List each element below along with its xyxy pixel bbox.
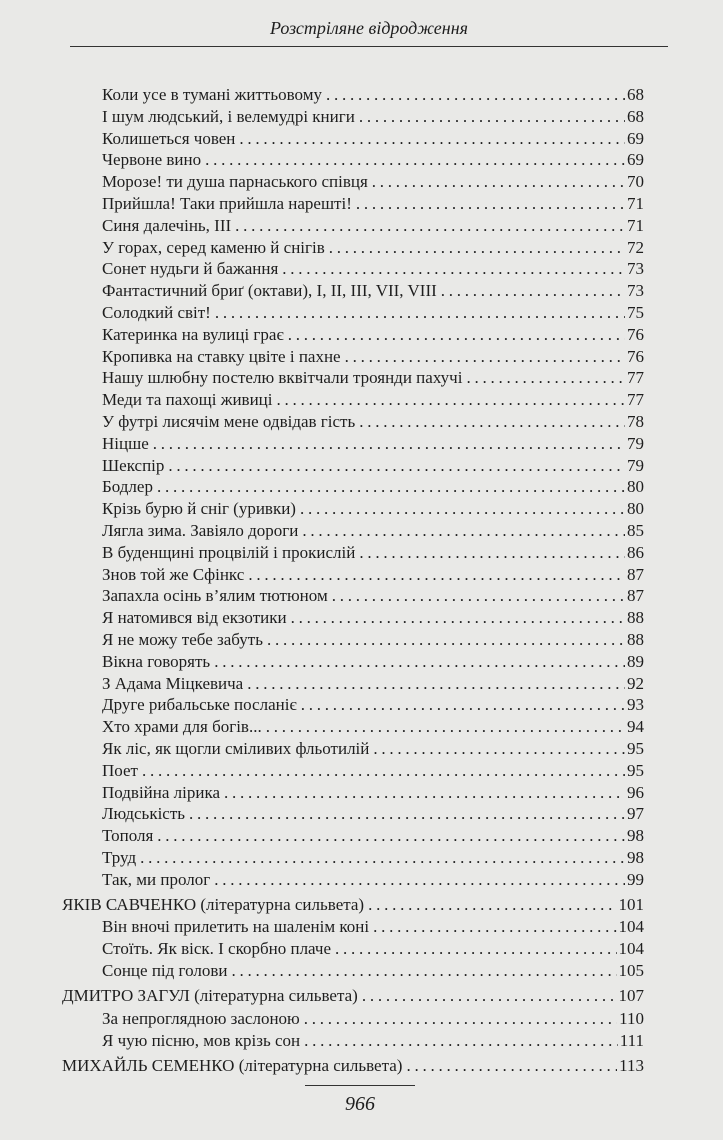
toc-entry — [62, 782, 644, 804]
entry-page: 80 — [627, 477, 644, 497]
toc-entry — [62, 607, 644, 629]
dot-leader — [372, 171, 625, 193]
entry-page: 79 — [627, 433, 644, 453]
toc-author-entry — [62, 1055, 644, 1078]
entry-title: В буденщині процвілій і прокислій — [102, 542, 356, 562]
dot-leader — [345, 346, 625, 368]
entry-title: Так, ми пролог — [102, 869, 211, 889]
dot-leader — [142, 760, 625, 782]
toc-entry — [62, 237, 644, 259]
entry-page: 71 — [627, 215, 644, 235]
entry-title: Запахла осінь в’ялим тютюном — [102, 586, 328, 606]
entry-page: 87 — [627, 564, 644, 584]
toc-entry — [62, 84, 644, 106]
entry-page: 93 — [627, 695, 644, 715]
entry-page: 73 — [627, 259, 644, 279]
entry-title: Знов той же Сфінкс — [102, 564, 245, 584]
running-header: Розстріляне відродження — [269, 18, 469, 38]
dot-leader — [215, 302, 625, 324]
dot-leader — [373, 738, 625, 760]
toc-entry — [62, 128, 644, 150]
entry-page: 79 — [627, 455, 644, 475]
toc-entry — [62, 938, 644, 960]
entry-title: Солодкий світ! — [102, 302, 211, 322]
entry-title: Коли усе в тумані життьовому — [102, 85, 322, 104]
entry-title: За непроглядною заслоною — [102, 1008, 300, 1028]
toc-entry — [62, 869, 644, 891]
toc-entry — [62, 367, 644, 389]
toc-entry — [62, 716, 644, 738]
entry-page: 80 — [627, 499, 644, 519]
dot-leader — [157, 476, 625, 498]
entry-page: 107 — [618, 986, 644, 1006]
table-of-contents — [62, 84, 644, 1077]
toc-entry — [62, 673, 644, 695]
entry-page: 104 — [618, 917, 644, 937]
entry-page: 88 — [627, 608, 644, 628]
entry-page: 69 — [627, 150, 644, 170]
entry-title: Катеринка на вулиці грає — [102, 324, 284, 344]
dot-leader — [291, 607, 625, 629]
entry-title: У футрі лисячім мене одвідав гість — [102, 411, 356, 431]
entry-page: 98 — [627, 826, 644, 846]
toc-entry — [62, 585, 644, 607]
dot-leader — [362, 985, 617, 1007]
entry-page: 104 — [618, 939, 644, 959]
dot-leader — [441, 280, 625, 302]
dot-leader — [302, 520, 625, 542]
toc-entry — [62, 651, 644, 673]
dot-leader — [359, 106, 625, 128]
entry-page: 98 — [627, 847, 644, 867]
entry-title: Шекспір — [102, 455, 165, 475]
entry-title: І шум людський, і велемудрі книги — [102, 106, 355, 126]
dot-leader — [235, 215, 625, 237]
toc-entry — [62, 389, 644, 411]
entry-title: Червоне вино — [102, 150, 202, 170]
entry-page: 78 — [627, 411, 644, 431]
entry-title: Морозе! ти душа парнаського співця — [102, 172, 368, 192]
entry-title: Нашу шлюбну постелю вквітчали троянди пахучі — [102, 368, 463, 388]
dot-leader — [282, 258, 625, 280]
dot-leader — [304, 1030, 618, 1052]
dot-leader — [368, 894, 616, 916]
entry-page: 70 — [627, 172, 644, 192]
dot-leader — [329, 237, 625, 259]
entry-page: 95 — [627, 760, 644, 780]
dot-leader — [248, 564, 625, 586]
toc-entry — [62, 738, 644, 760]
entry-page: 76 — [627, 324, 644, 344]
dot-leader — [168, 455, 625, 477]
toc-entry — [62, 258, 644, 280]
entry-title: З Адама Міцкевича — [102, 673, 244, 693]
toc-entry — [62, 411, 644, 433]
entry-title: Сонет нудьги й бажання — [102, 259, 279, 279]
entry-page: 97 — [627, 804, 644, 824]
dot-leader — [157, 825, 625, 847]
entry-title: Я чую пісню, мов крізь сон — [102, 1030, 301, 1050]
entry-title: Ніцше — [102, 433, 149, 453]
entry-title: Кропивка на ставку цвіте і пахне — [102, 346, 341, 366]
toc-entry — [62, 433, 644, 455]
entry-page: 71 — [627, 193, 644, 213]
toc-entry — [62, 476, 644, 498]
entry-title: Поет — [102, 760, 138, 780]
toc-entry — [62, 694, 644, 716]
toc-entry — [62, 960, 644, 982]
dot-leader — [267, 629, 625, 651]
entry-title: Як ліс, як щогли сміливих фльотилій — [102, 738, 370, 758]
entry-title: У горах, серед каменю й снігів — [102, 237, 325, 257]
entry-page: 85 — [627, 520, 644, 540]
entry-page: 111 — [619, 1030, 644, 1050]
dot-leader — [301, 694, 625, 716]
entry-title: Лягла зима. Завіяло дороги — [102, 520, 299, 540]
entry-page: 89 — [627, 651, 644, 671]
dot-leader — [304, 1008, 617, 1030]
entry-page: 95 — [627, 738, 644, 758]
toc-entry — [62, 1030, 644, 1052]
entry-title: Він вночі прилетить на шаленім коні — [102, 917, 370, 937]
toc-entry — [62, 825, 644, 847]
entry-page: 96 — [627, 782, 644, 802]
entry-title: Я натомився від екзотики — [102, 608, 287, 628]
toc-entry — [62, 542, 644, 564]
dot-leader — [335, 938, 616, 960]
entry-page: 87 — [627, 586, 644, 606]
toc-entry — [62, 498, 644, 520]
entry-title: Крізь бурю й сніг (уривки) — [102, 499, 296, 519]
toc-entry — [62, 564, 644, 586]
page-number: 966 — [345, 1093, 375, 1115]
entry-page: 72 — [627, 237, 644, 257]
dot-leader — [214, 869, 625, 891]
toc-entry — [62, 629, 644, 651]
footer-rule — [305, 1085, 415, 1086]
entry-page: 94 — [627, 717, 644, 737]
entry-title: Я не можу тебе забуть — [102, 629, 263, 649]
toc-entry — [62, 193, 644, 215]
entry-title: Колишеться човен — [102, 128, 236, 148]
toc-entry — [62, 324, 644, 346]
dot-leader — [332, 585, 625, 607]
dot-leader — [359, 542, 625, 564]
toc-entry — [62, 520, 644, 542]
entry-page: 68 — [627, 106, 644, 126]
entry-title: Хто храми для богів... — [102, 717, 262, 737]
entry-page: 86 — [627, 542, 644, 562]
entry-page: 77 — [627, 368, 644, 388]
entry-title: Бодлер — [102, 477, 153, 497]
toc-entry — [62, 280, 644, 302]
dot-leader — [406, 1055, 617, 1077]
entry-title: ЯКІВ САВЧЕНКО (літературна сильвета) — [62, 894, 365, 914]
entry-page: 68 — [627, 85, 644, 104]
entry-title: Сонце під голови — [102, 961, 228, 981]
entry-page: 88 — [627, 629, 644, 649]
dot-leader — [205, 149, 625, 171]
entry-page: 99 — [627, 869, 644, 889]
entry-title: Подвійна лірика — [102, 782, 221, 802]
entry-page: 69 — [627, 128, 644, 148]
entry-title: МИХАЙЛЬ СЕМЕНКО (літературна сильвета) — [62, 1055, 403, 1075]
entry-page: 76 — [627, 346, 644, 366]
toc-entry — [62, 803, 644, 825]
dot-leader — [373, 916, 616, 938]
toc-entry — [62, 455, 644, 477]
dot-leader — [356, 193, 625, 215]
dot-leader — [231, 960, 616, 982]
toc-author-entry — [62, 894, 644, 917]
header-rule — [70, 46, 668, 47]
dot-leader — [189, 803, 625, 825]
toc-entry — [62, 847, 644, 869]
dot-leader — [266, 716, 625, 738]
dot-leader — [239, 128, 625, 150]
dot-leader — [153, 433, 625, 455]
dot-leader — [140, 847, 625, 869]
entry-title: Тополя — [102, 826, 154, 846]
entry-title: Синя далечінь, III — [102, 215, 232, 235]
dot-leader — [247, 673, 625, 695]
entry-title: Меди та пахощі живиці — [102, 390, 273, 410]
entry-title: Труд — [102, 847, 137, 867]
toc-entry — [62, 149, 644, 171]
dot-leader — [326, 84, 625, 106]
dot-leader — [288, 324, 625, 346]
entry-page: 77 — [627, 390, 644, 410]
dot-leader — [214, 651, 625, 673]
toc-entry — [62, 302, 644, 324]
dot-leader — [466, 367, 625, 389]
toc-entry — [62, 346, 644, 368]
entry-title: ДМИТРО ЗАГУЛ (літературна сильвета) — [62, 986, 358, 1006]
toc-entry — [62, 760, 644, 782]
entry-title: Прийшла! Таки прийшла нарешті! — [102, 193, 352, 213]
toc-entry — [62, 106, 644, 128]
dot-leader — [224, 782, 625, 804]
entry-page: 92 — [627, 673, 644, 693]
entry-page: 110 — [619, 1008, 644, 1028]
entry-page: 101 — [618, 894, 644, 914]
entry-title: Вікна говорять — [102, 651, 211, 671]
toc-entry — [62, 171, 644, 193]
toc-entry — [62, 1008, 644, 1030]
dot-leader — [300, 498, 625, 520]
entry-title: Людськість — [102, 804, 186, 824]
entry-page: 105 — [618, 961, 644, 981]
entry-page: 113 — [619, 1055, 644, 1075]
entry-title: Стоїть. Як віск. І скорбно плаче — [102, 939, 332, 959]
entry-page: 75 — [627, 302, 644, 322]
dot-leader — [277, 389, 626, 411]
entry-page: 73 — [627, 281, 644, 301]
toc-entry — [62, 916, 644, 938]
entry-title: Фантастичний бриґ (октави), I, II, III, VII, VIII — [102, 281, 437, 301]
entry-title: Друге рибальське посланіє — [102, 695, 297, 715]
toc-author-entry — [62, 985, 644, 1008]
dot-leader — [359, 411, 625, 433]
toc-entry — [62, 215, 644, 237]
